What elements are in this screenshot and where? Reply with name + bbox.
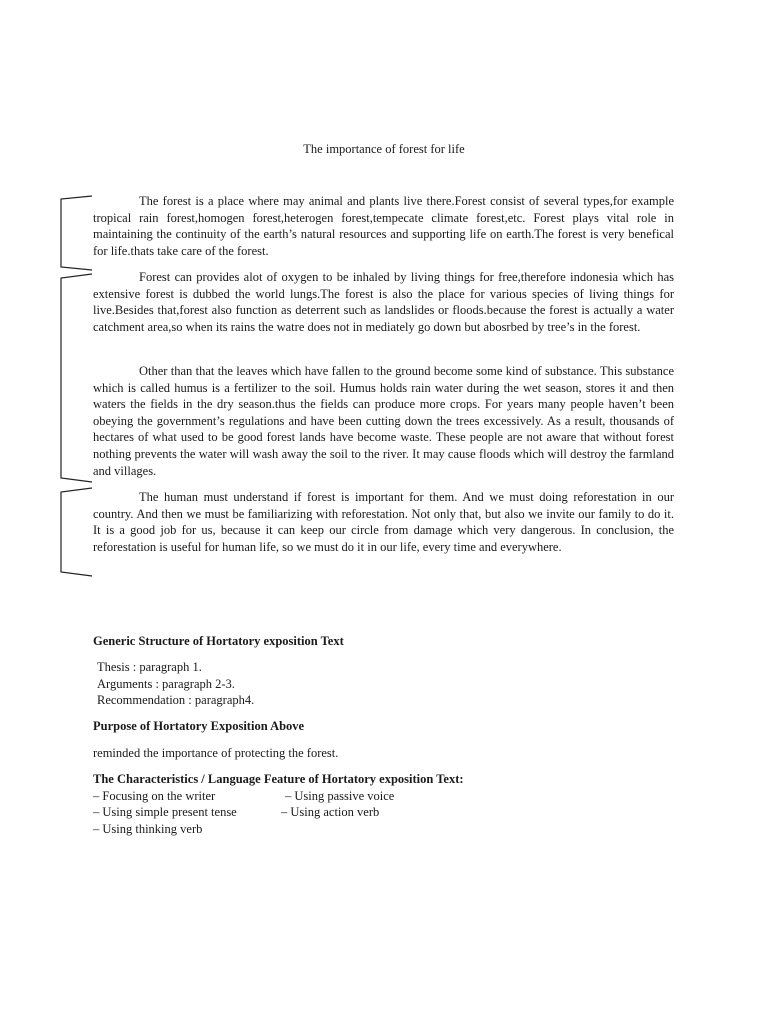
characteristic-item: – Using simple present tense: [93, 805, 237, 819]
characteristic-item: – Focusing on the writer: [93, 789, 216, 803]
paragraph-recommendation: The human must understand if forest is important for them. And we must doing reforestation in our country. And then we must be familiarizing with reforestation. Not only that, but also we invite our family to do it. It is a good job for us, because it can keep our circle from damage which very dangerous. In conclusion, the reforestation is useful for human life, so we must do it in our life, every time and everywhere.: [93, 490, 674, 554]
characteristics-heading: The Characteristics / Language Feature of Hortatory exposition Text:: [93, 772, 464, 786]
structure-heading: Generic Structure of Hortatory exposition Text: [93, 634, 344, 648]
arguments-bracket: [58, 272, 94, 484]
characteristic-item: – Using thinking verb: [93, 822, 203, 836]
purpose-text: reminded the importance of protecting the forest.: [93, 746, 339, 760]
paragraph-argument-2: Other than that the leaves which have fallen to the ground become some kind of substance. This substance which is called humus is a fertilizer to the soil. Humus holds rain water during the wet season, stores it and then waters the fields in the dry season.thus the fields can produce more crops. For years many people haven’t been obeying the government’s regulations and have been cutting down the trees excessively. As a result, thousands of hectares of what used to be good forest lands have become waste. These people are not aware that without forest nothing prevents the water will wash away the soil to the river. It may cause floods which will destroy the farmland and villages.: [93, 364, 674, 478]
purpose-heading: Purpose of Hortatory Exposition Above: [93, 719, 305, 733]
structure-item-thesis: Thesis : paragraph 1.: [97, 660, 202, 674]
characteristic-item: – Using passive voice: [285, 789, 395, 803]
paragraph-thesis: The forest is a place where may animal and plants live there.Forest consist of several types,for example tropical rain forest,homogen forest,heterogen forest,tempecate climate forest,etc. Forest plays vital role in maintaining the continuity of the earth’s natural resources and supporting life on earth.The forest is very benefical for life.thats take care of the forest.: [93, 194, 674, 258]
paragraph-argument-1: Forest can provides alot of oxygen to be inhaled by living things for free,therefore indonesia which has extensive forest is dubbed the world lungs.The forest is also the place for various species of living things for live.Besides that,forest also function as deterrent such as landslides or floods.because the forest is actually a water catchment area,so when its rains the watre does not in mediately go down but abosrbed by tree’s in the forest.: [93, 270, 674, 334]
characteristic-item: – Using action verb: [281, 805, 380, 819]
structure-item-recommendation: Recommendation : paragraph4.: [97, 693, 255, 707]
structure-item-arguments: Arguments : paragraph 2-3.: [97, 677, 235, 691]
recommendation-bracket: [58, 486, 94, 578]
thesis-bracket: [58, 194, 94, 272]
document-title: The importance of forest for life: [303, 142, 465, 156]
